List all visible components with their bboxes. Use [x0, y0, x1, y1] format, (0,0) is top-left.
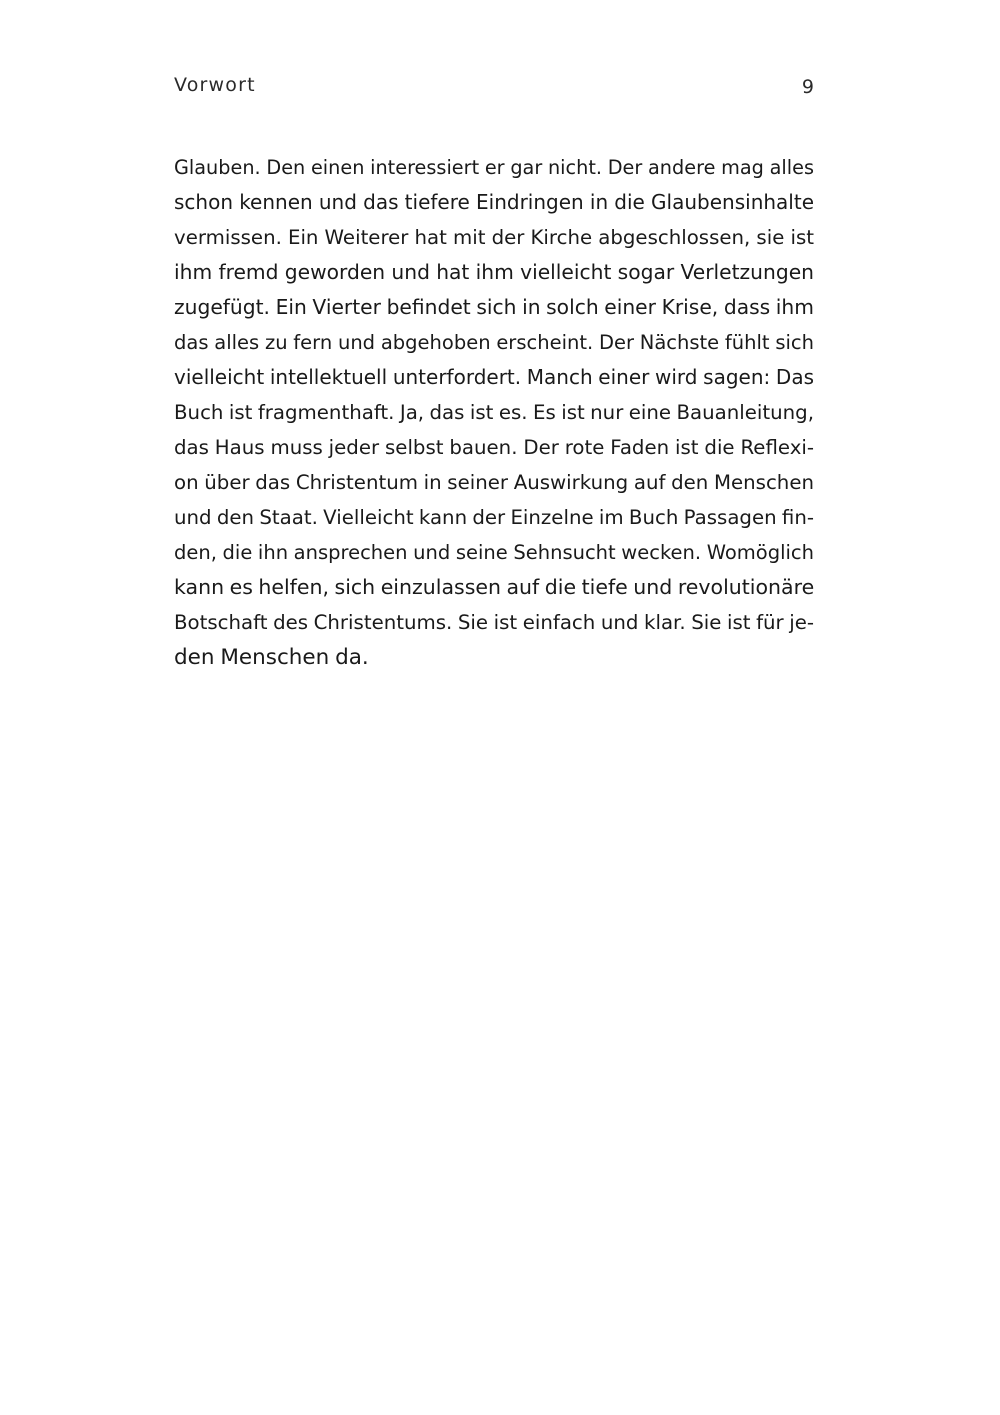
text-line: das alles zu fern und abgehoben erscheint. Der Nächste fühlt sich: [174, 331, 814, 354]
text-line: und den Staat. Vielleicht kann der Einzelne im Buch Passagen fin-: [174, 506, 814, 529]
text-line: Buch ist fragmenthaft. Ja, das ist es. Es ist nur eine Bauanleitung,: [174, 401, 814, 424]
text-line: Glauben. Den einen interessiert er gar nicht. Der andere mag alles: [174, 156, 814, 179]
text-line: on über das Christentum in seiner Auswirkung auf den Menschen: [174, 471, 814, 494]
text-line: kann es helfen, sich einzulassen auf die tiefe und revolutionäre: [174, 575, 815, 599]
text-line: vermissen. Ein Weiterer hat mit der Kirche abgeschlossen, sie ist: [174, 226, 814, 249]
text-line: den, die ihn ansprechen und seine Sehnsucht wecken. Womöglich: [174, 541, 814, 564]
text-line: das Haus muss jeder selbst bauen. Der rote Faden ist die Reflexi-: [174, 436, 814, 459]
text-line: zugefügt. Ein Vierter befindet sich in solch einer Krise, dass ihm: [174, 295, 814, 319]
body-paragraph: [174, 150, 814, 675]
text-line: vielleicht intellektuell unterfordert. Manch einer wird sagen: Das: [174, 365, 814, 389]
text-line: den Menschen da.: [174, 645, 369, 670]
text-line: Botschaft des Christentums. Sie ist einfach und klar. Sie ist für je-: [174, 611, 814, 634]
running-head: Vorwort: [174, 74, 256, 96]
page-number: 9: [801, 76, 814, 98]
text-line: schon kennen und das tiefere Eindringen in die Glaubensinhalte: [174, 190, 814, 214]
text-line: ihm fremd geworden und hat ihm vielleicht sogar Verletzungen: [174, 260, 814, 284]
